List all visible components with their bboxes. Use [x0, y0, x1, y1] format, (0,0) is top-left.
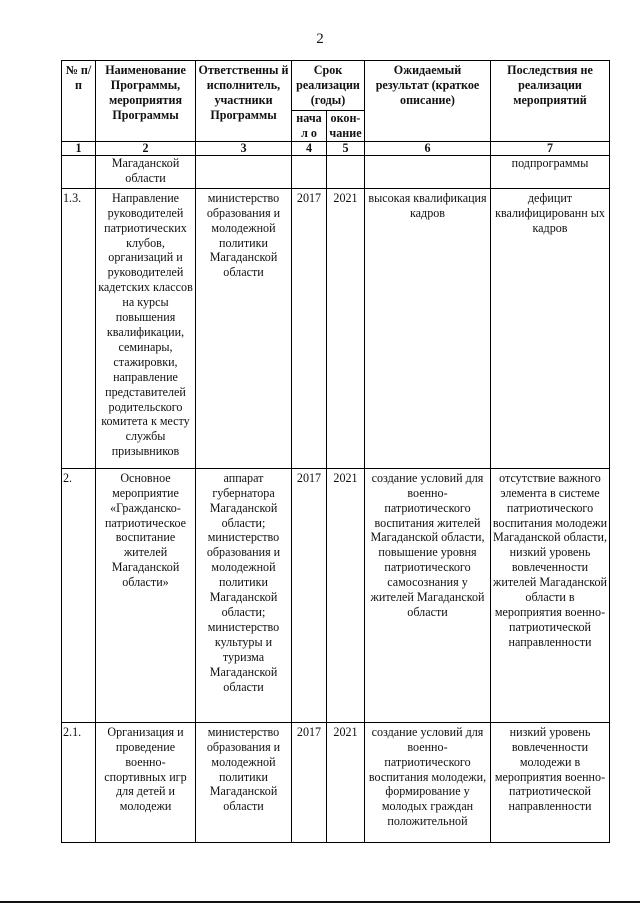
row-consequences: дефицит квалифицированн ых кадров	[491, 188, 610, 468]
column-number: 3	[196, 141, 292, 155]
row-executor: аппарат губернатора Магаданской области; министерство образования и молодежной политики Магаданской области; министерство культуры и туризма Магаданской области	[196, 468, 292, 722]
row-num: 2.	[62, 468, 96, 722]
row-executor	[196, 155, 292, 188]
row-end: 2021	[327, 188, 365, 468]
row-executor: министерство образования и молодежной политики Магаданской области	[196, 188, 292, 468]
row-num	[62, 155, 96, 188]
row-name: Основное мероприятие «Гражданско-патриотическое воспитание жителей Магаданской области»	[96, 468, 196, 722]
header-name: Наименование Программы, мероприятия Программы	[96, 61, 196, 142]
program-events-table	[61, 60, 610, 843]
row-consequences: подпрограммы	[491, 155, 610, 188]
column-number: 5	[327, 141, 365, 155]
row-start	[292, 155, 327, 188]
row-result: высокая квалификация кадров	[365, 188, 491, 468]
column-number: 4	[292, 141, 327, 155]
header-num: № п/п	[62, 61, 96, 142]
row-name: Направление руководителей патриотических клубов, организаций и руководителей кадетских классов на курсы повышения квалификации, семинары, стажировки, направление представителей родительского комитета к месту службы призывников	[96, 188, 196, 468]
header-term: Срок реализации (годы)	[292, 61, 365, 111]
row-end: 2021	[327, 468, 365, 722]
table-row	[62, 722, 610, 842]
column-number: 1	[62, 141, 96, 155]
row-consequences: низкий уровень вовлеченности молодежи в мероприятия военно-патриотической направленности	[491, 722, 610, 842]
table-row	[62, 468, 610, 722]
row-start: 2017	[292, 468, 327, 722]
header-result: Ожидаемый результат (краткое описание)	[365, 61, 491, 142]
row-end: 2021	[327, 722, 365, 842]
scan-bottom-edge	[0, 901, 640, 903]
column-number-row	[62, 141, 610, 155]
row-start: 2017	[292, 722, 327, 842]
row-result	[365, 155, 491, 188]
row-num: 2.1.	[62, 722, 96, 842]
row-end	[327, 155, 365, 188]
row-executor: министерство образования и молодежной политики Магаданской области	[196, 722, 292, 842]
column-number: 7	[491, 141, 610, 155]
row-start: 2017	[292, 188, 327, 468]
table-row	[62, 188, 610, 468]
row-result: создание условий для военно-патриотического воспитания молодежи, формирование у молодых граждан положительной	[365, 722, 491, 842]
row-name: Организация и проведение военно-спортивных игр для детей и молодежи	[96, 722, 196, 842]
header-start: начал о	[292, 111, 327, 142]
table-header-row	[62, 61, 610, 111]
header-consequences: Последствия не реализации мероприятий	[491, 61, 610, 142]
row-consequences: отсутствие важного элемента в системе патриотического воспитания молодежи Магаданской области, низкий уровень вовлеченности жителей Магаданской области в мероприятия военно-патриотической направленности	[491, 468, 610, 722]
row-name: Магаданской области	[96, 155, 196, 188]
column-number: 6	[365, 141, 491, 155]
header-end: окон- чание	[327, 111, 365, 142]
header-executor: Ответственны й исполнитель, участники Программы	[196, 61, 292, 142]
table-row	[62, 155, 610, 188]
row-num: 1.3.	[62, 188, 96, 468]
row-result: создание условий для военно-патриотического воспитания жителей Магаданской области, повышение уровня патриотического самосознания у жителей Магаданской области	[365, 468, 491, 722]
column-number: 2	[96, 141, 196, 155]
page-number: 2	[316, 31, 324, 47]
